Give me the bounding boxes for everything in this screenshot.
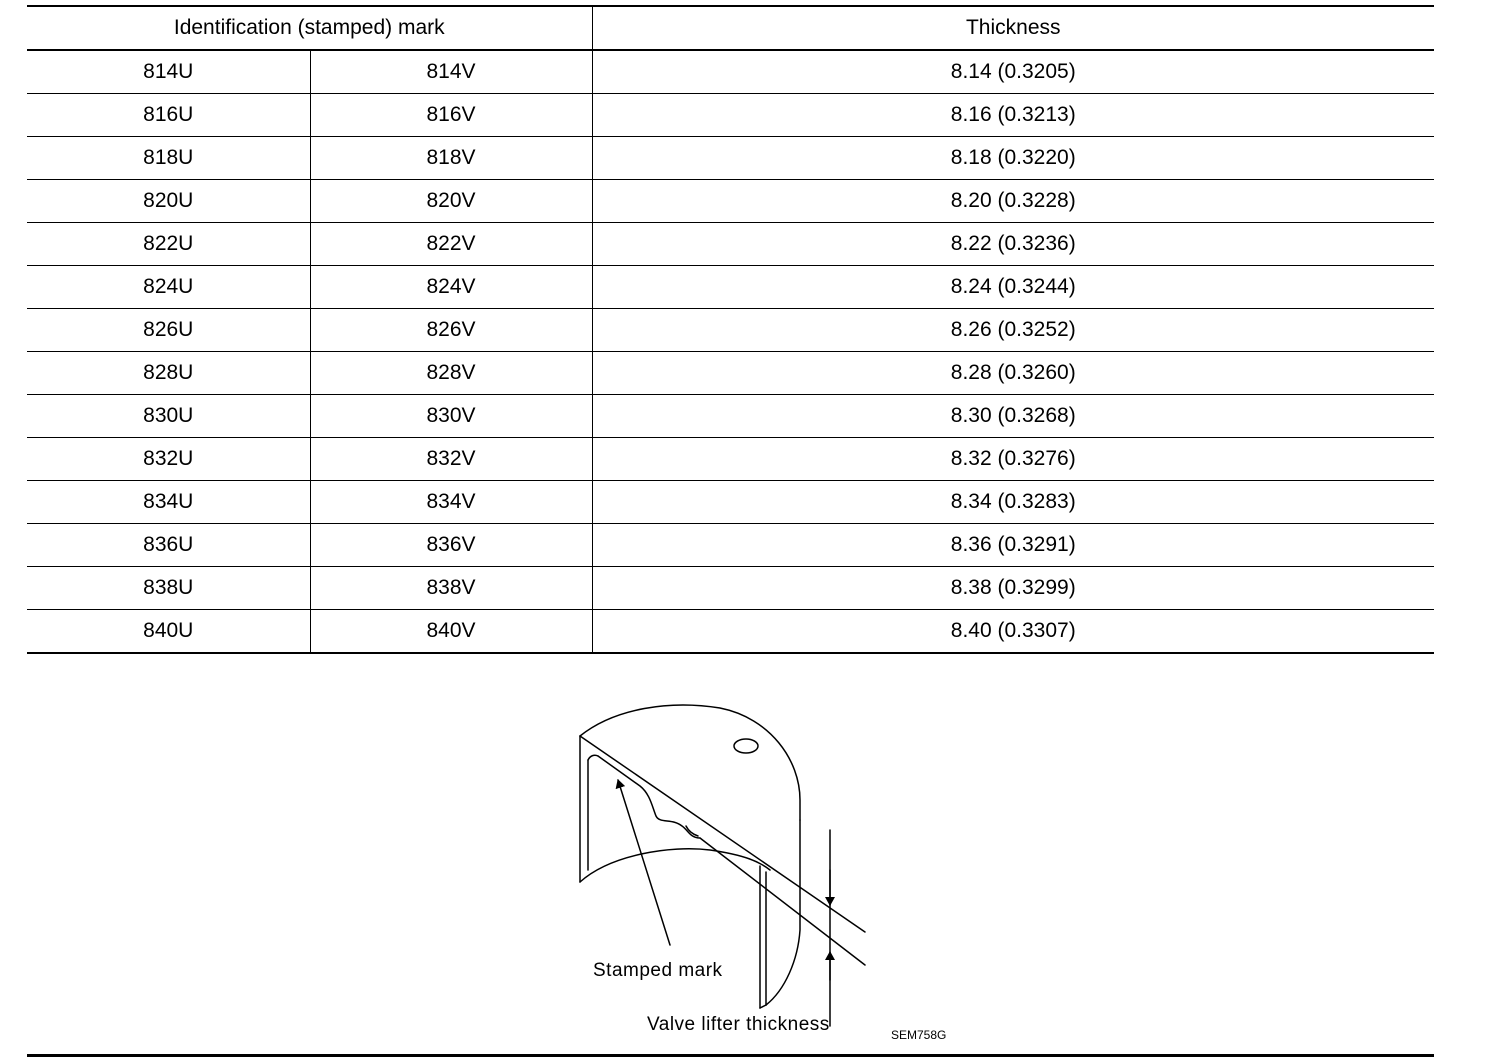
valve-lifter-thickness-label: Valve lifter thickness (647, 1014, 830, 1035)
mark-v-cell: 834V (310, 481, 592, 524)
table-row (27, 180, 1434, 223)
thickness-cell: 8.28 (0.3260) (592, 352, 1434, 395)
table-body (27, 50, 1434, 653)
thickness-cell: 8.34 (0.3283) (592, 481, 1434, 524)
thickness-cell: 8.24 (0.3244) (592, 266, 1434, 309)
table-row (27, 309, 1434, 352)
mark-u-cell: 826U (27, 309, 310, 352)
figure-code: SEM758G (891, 1028, 947, 1042)
thickness-cell: 8.36 (0.3291) (592, 524, 1434, 567)
valve-lifter-illustration (560, 690, 980, 1050)
thickness-cell: 8.30 (0.3268) (592, 395, 1434, 438)
valve-lifter-figure (560, 690, 980, 1050)
bottom-rule (27, 1054, 1434, 1057)
table-row (27, 50, 1434, 94)
table-row (27, 610, 1434, 654)
mark-u-cell: 832U (27, 438, 310, 481)
mark-v-cell: 830V (310, 395, 592, 438)
thickness-cell: 8.14 (0.3205) (592, 50, 1434, 94)
shim-thickness-table (27, 7, 1434, 654)
header-thickness: Thickness (592, 7, 1434, 50)
thickness-cell: 8.38 (0.3299) (592, 567, 1434, 610)
table-row (27, 94, 1434, 137)
mark-v-cell: 818V (310, 137, 592, 180)
stamped-mark-label: Stamped mark (593, 960, 723, 981)
table-header-row (27, 7, 1434, 50)
table-row (27, 524, 1434, 567)
table-row (27, 567, 1434, 610)
table-row (27, 481, 1434, 524)
mark-v-cell: 838V (310, 567, 592, 610)
mark-u-cell: 830U (27, 395, 310, 438)
thickness-cell: 8.18 (0.3220) (592, 137, 1434, 180)
table-row (27, 266, 1434, 309)
table-row (27, 223, 1434, 266)
thickness-cell: 8.16 (0.3213) (592, 94, 1434, 137)
mark-v-cell: 814V (310, 50, 592, 94)
thickness-cell: 8.26 (0.3252) (592, 309, 1434, 352)
mark-u-cell: 834U (27, 481, 310, 524)
mark-u-cell: 820U (27, 180, 310, 223)
mark-v-cell: 836V (310, 524, 592, 567)
mark-v-cell: 822V (310, 223, 592, 266)
table-row (27, 352, 1434, 395)
mark-u-cell: 814U (27, 50, 310, 94)
mark-v-cell: 816V (310, 94, 592, 137)
mark-u-cell: 822U (27, 223, 310, 266)
mark-u-cell: 838U (27, 567, 310, 610)
mark-v-cell: 832V (310, 438, 592, 481)
mark-v-cell: 826V (310, 309, 592, 352)
mark-u-cell: 836U (27, 524, 310, 567)
table-row (27, 395, 1434, 438)
mark-u-cell: 816U (27, 94, 310, 137)
mark-u-cell: 828U (27, 352, 310, 395)
mark-v-cell: 828V (310, 352, 592, 395)
thickness-cell: 8.20 (0.3228) (592, 180, 1434, 223)
header-identification-mark: Identification (stamped) mark (27, 7, 592, 50)
mark-u-cell: 818U (27, 137, 310, 180)
mark-v-cell: 820V (310, 180, 592, 223)
mark-u-cell: 824U (27, 266, 310, 309)
mark-v-cell: 840V (310, 610, 592, 654)
thickness-cell: 8.22 (0.3236) (592, 223, 1434, 266)
table-row (27, 438, 1434, 481)
table-row (27, 137, 1434, 180)
thickness-cell: 8.40 (0.3307) (592, 610, 1434, 654)
mark-u-cell: 840U (27, 610, 310, 654)
mark-v-cell: 824V (310, 266, 592, 309)
thickness-cell: 8.32 (0.3276) (592, 438, 1434, 481)
